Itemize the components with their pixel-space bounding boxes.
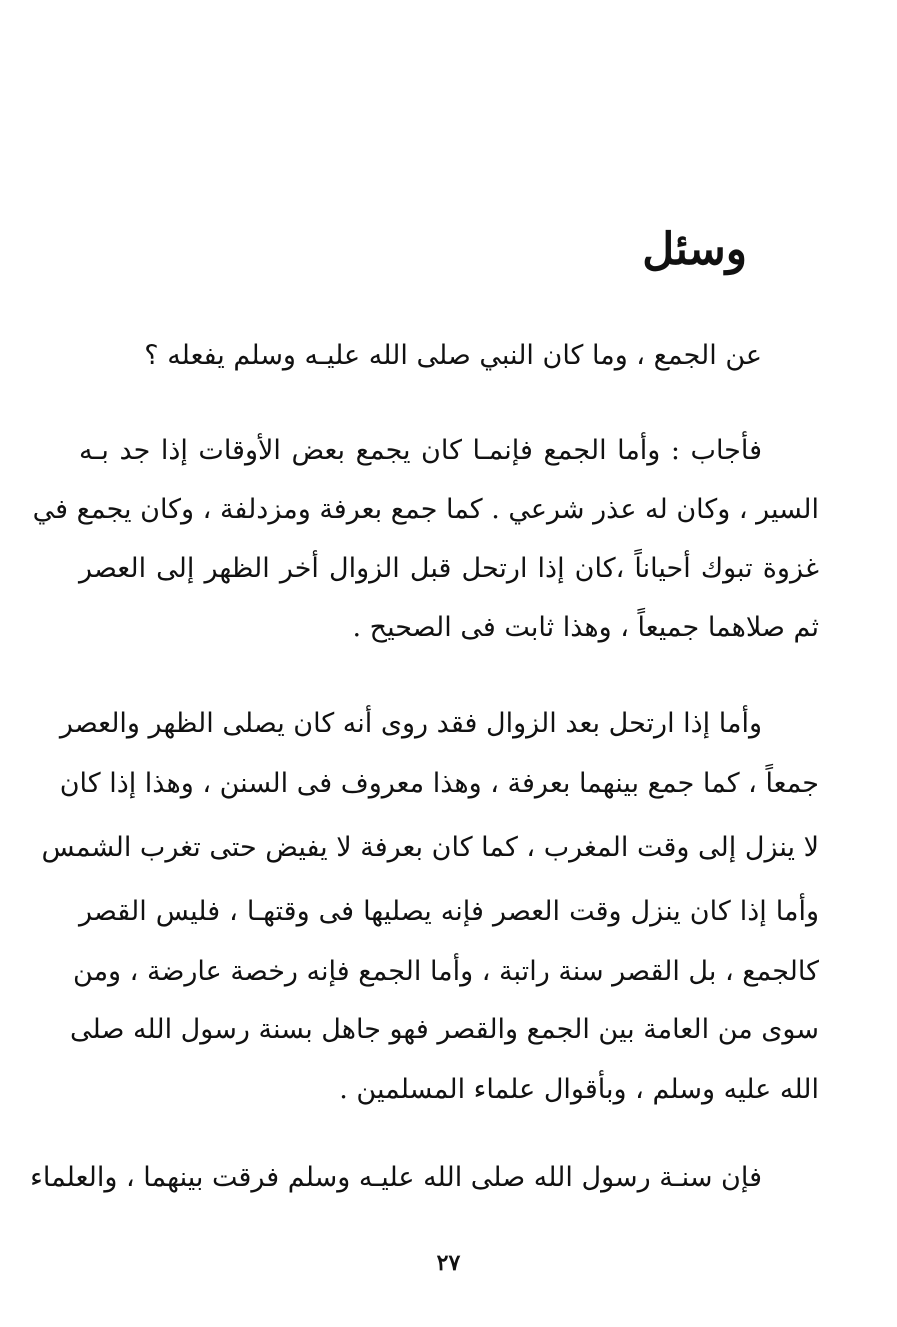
- paragraph-3-line-1: فإن سنـة رسول الله صلى الله عليـه وسلم فرقت بينهما ، والعلماء: [30, 1162, 762, 1193]
- paragraph-2-line-2: جمعاً ، كما جمع بينهما بعرفة ، وهذا معروف فى السنن ، وهذا إذا كان: [59, 768, 819, 799]
- paragraph-1-line-2: السير ، وكان له عذر شرعي . كما جمع بعرفة ومزدلفة ، وكان يجمع في: [32, 494, 819, 525]
- paragraph-1-line-3: غزوة تبوك أحياناً ،كان إذا ارتحل قبل الزوال أخر الظهر إلى العصر: [79, 553, 819, 584]
- paragraph-2-line-7: الله عليه وسلم ، وبأقوال علماء المسلمين .: [339, 1074, 819, 1105]
- paragraph-1-line-4: ثم صلاهما جميعاً ، وهذا ثابت فى الصحيح .: [352, 612, 819, 643]
- question-text: عن الجمع ، وما كان النبي صلى الله عليـه وسلم يفعله ؟: [144, 340, 762, 371]
- paragraph-2-line-4: وأما إذا كان ينزل وقت العصر فإنه يصليها فى وقتهـا ، فليس القصر: [79, 896, 819, 927]
- paragraph-1-line-1: فأجاب : وأما الجمع فإنمـا كان يجمع بعض الأوقات إذا جد بـه: [79, 435, 762, 466]
- paragraph-2-line-3: لا ينزل إلى وقت المغرب ، كما كان بعرفة لا يفيض حتى تغرب الشمس: [41, 832, 819, 863]
- section-heading: وسئل: [642, 224, 747, 275]
- page-number: ٢٧: [436, 1250, 461, 1276]
- paragraph-2-line-6: سوى من العامة بين الجمع والقصر فهو جاهل بسنة رسول الله صلى: [70, 1014, 819, 1045]
- paragraph-2-line-1: وأما إذا ارتحل بعد الزوال فقد روى أنه كان يصلى الظهر والعصر: [59, 708, 762, 739]
- paragraph-2-line-5: كالجمع ، بل القصر سنة راتبة ، وأما الجمع فإنه رخصة عارضة ، ومن: [73, 956, 819, 987]
